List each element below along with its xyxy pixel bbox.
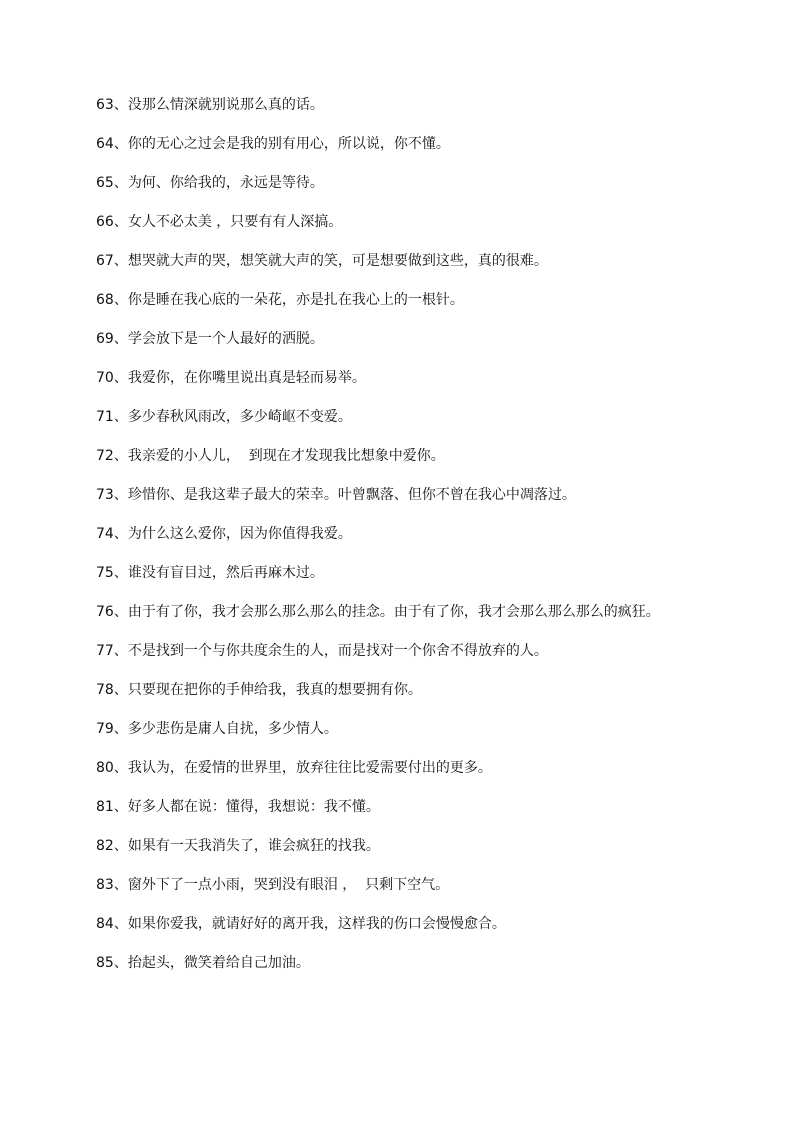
list-item: 70、我爱你，在你嘴里说出真是轻而易举。 <box>96 370 366 386</box>
list-item: 67、想哭就大声的哭，想笑就大声的笑，可是想要做到这些，真的很难。 <box>96 253 548 269</box>
list-item: 66、女人不必太美 ，只要有有人深搞。 <box>96 214 343 230</box>
quote-list <box>96 95 706 992</box>
list-item: 73、珍惜你、是我这辈子最大的荣幸。叶曾飘落、但你不曾在我心中凋落过。 <box>96 487 576 503</box>
list-item: 76、由于有了你，我才会那么那么那么的挂念。由于有了你，我才会那么那么那么的疯狂。 <box>96 604 660 620</box>
list-item: 84、如果你爱我，就请好好的离开我，这样我的伤口会慢慢愈合。 <box>96 916 506 932</box>
list-item: 77、不是找到一个与你共度余生的人，而是找对一个你舍不得放弃的人。 <box>96 643 548 659</box>
list-item: 63、没那么情深就别说那么真的话。 <box>96 97 324 113</box>
list-item: 85、抬起头，微笑着给自己加油。 <box>96 955 310 971</box>
list-item: 81、好多人都在说：懂得，我想说：我不懂。 <box>96 799 380 815</box>
list-item: 83、窗外下了一点小雨，哭到没有眼泪 ， 只剩下空气。 <box>96 877 450 893</box>
list-item: 82、如果有一天我消失了，谁会疯狂的找我。 <box>96 838 380 854</box>
list-item: 65、为何、你给我的，永远是等待。 <box>96 175 324 191</box>
list-item: 68、你是睡在我心底的一朵花，亦是扎在我心上的一根针。 <box>96 292 464 308</box>
list-item: 80、我认为，在爱情的世界里，放弃往往比爱需要付出的更多。 <box>96 760 492 776</box>
list-item: 78、只要现在把你的手伸给我，我真的想要拥有你。 <box>96 682 422 698</box>
list-item: 72、我亲爱的小人儿， 到现在才发现我比想象中爱你。 <box>96 448 445 464</box>
list-item: 64、你的无心之过会是我的别有用心，所以说，你不懂。 <box>96 136 450 152</box>
list-item: 74、为什么这么爱你，因为你值得我爱。 <box>96 526 352 542</box>
list-item: 75、谁没有盲目过，然后再麻木过。 <box>96 565 324 581</box>
list-item: 71、多少春秋风雨改，多少崎岖不变爱。 <box>96 409 352 425</box>
list-item: 79、多少悲伤是庸人自扰，多少情人。 <box>96 721 338 737</box>
list-item: 69、学会放下是一个人最好的洒脱。 <box>96 331 324 347</box>
